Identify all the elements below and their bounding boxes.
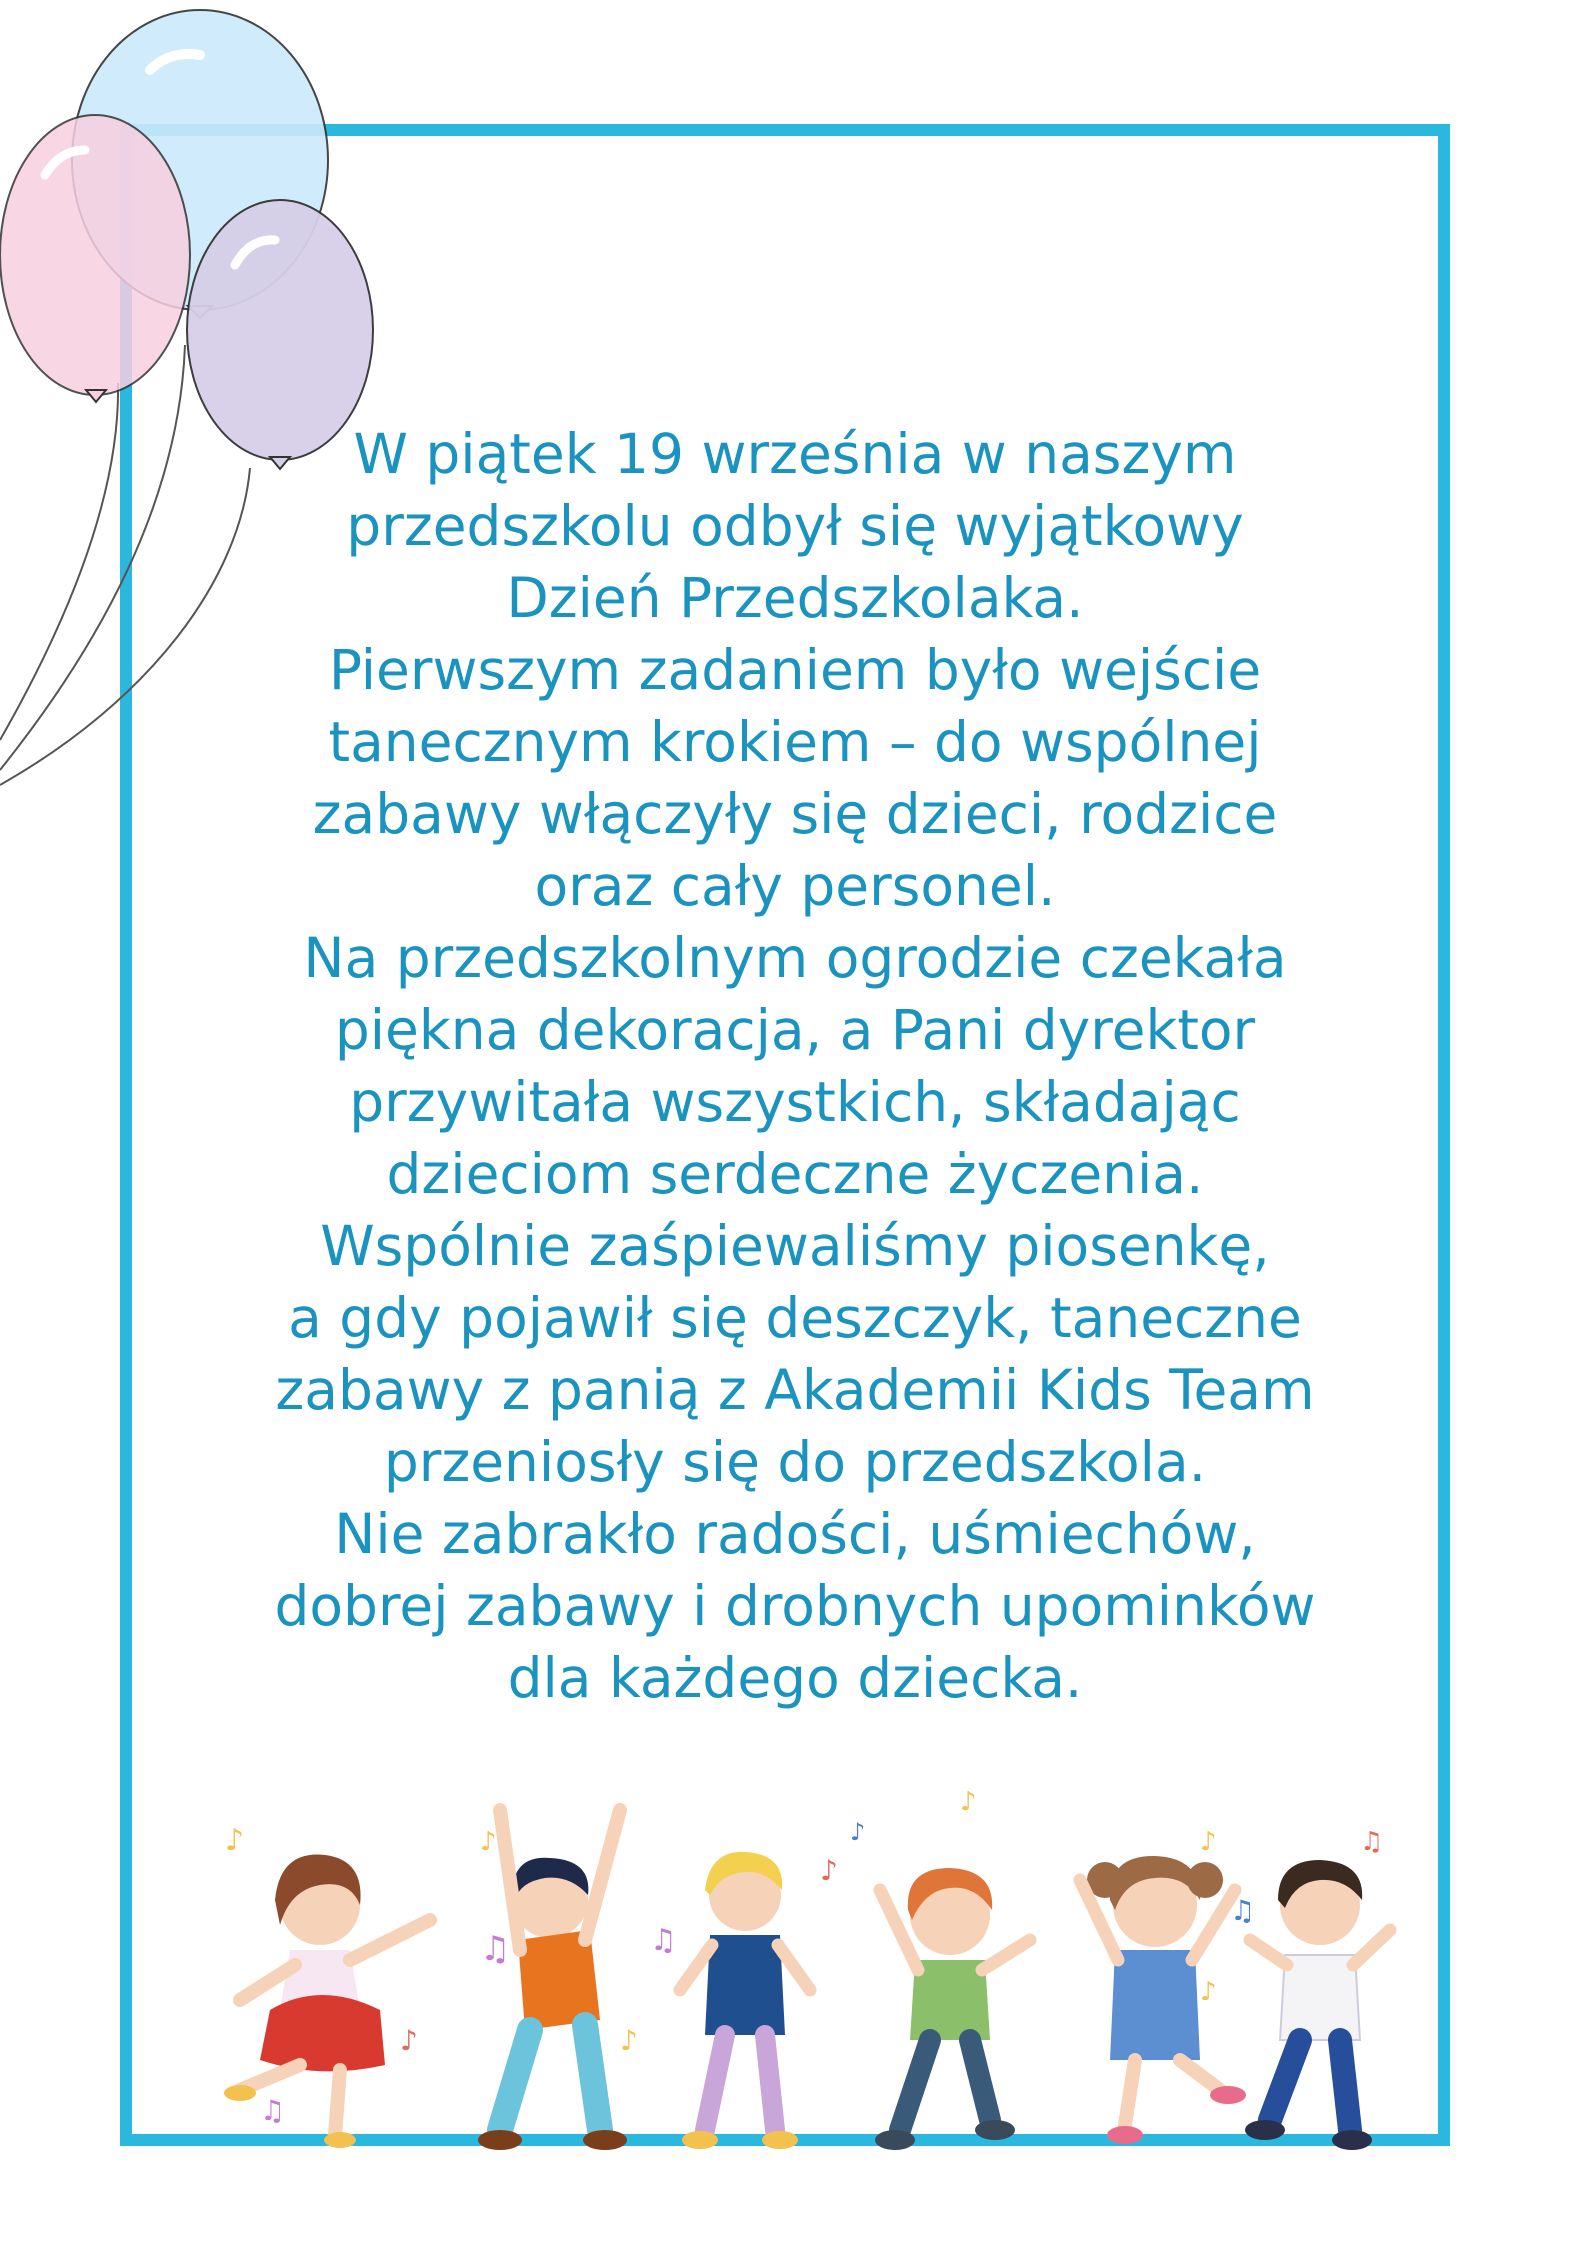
svg-text:♫: ♫ xyxy=(1360,1827,1384,1857)
svg-text:♪: ♪ xyxy=(480,1827,497,1857)
pink-balloon-icon xyxy=(0,115,190,402)
dancing-girl-blonde xyxy=(680,1852,810,2149)
article-text xyxy=(200,418,1390,1714)
svg-text:♪: ♪ xyxy=(620,2024,638,2057)
dancing-kids-illustration xyxy=(200,1790,1400,2170)
dancing-boy-orange-shirt xyxy=(478,1810,627,2150)
paragraph-4: Wspólnie zaśpiewaliśmy piosenkę, a gdy pojawił się deszczyk, taneczne zabawy z panią z Akademii Kids Team przeniosły się do przedszkola. xyxy=(275,1214,1315,1494)
svg-text:♪: ♪ xyxy=(400,2024,418,2057)
dancing-boy-white-shirt xyxy=(1245,1860,1390,2150)
svg-text:♫: ♫ xyxy=(480,1929,511,1969)
paragraph-5: Nie zabrakło radości, uśmiechów, dobrej zabawy i drobnych upominków dla każdego dziecka. xyxy=(274,1502,1316,1710)
paragraph-3: Na przedszkolnym ogrodzie czekała piękna dekoracja, a Pani dyrektor przywitała wszystkich, składając dzieciom serdeczne życzenia. xyxy=(303,926,1287,1206)
dancing-girl-red-skirt xyxy=(224,1855,430,2148)
dancing-boy-green-shirt xyxy=(875,1868,1030,2150)
paragraph-2: Pierwszym zadaniem było wejście tanecznym krokiem – do wspólnej zabawy włączyły się dzieci, rodzice oraz cały personel. xyxy=(312,638,1278,918)
svg-text:♫: ♫ xyxy=(260,2094,286,2127)
svg-text:♪: ♪ xyxy=(820,1854,838,1887)
svg-text:♫: ♫ xyxy=(650,1923,677,1958)
svg-text:♪: ♪ xyxy=(1200,1827,1217,1857)
svg-text:♪: ♪ xyxy=(225,1823,245,1858)
svg-text:♪: ♪ xyxy=(1200,1977,1217,2007)
paragraph-1: W piątek 19 września w naszym przedszkolu odbył się wyjątkowy Dzień Przedszkolaka. xyxy=(346,422,1244,630)
svg-text:♪: ♪ xyxy=(850,1818,866,1846)
svg-text:♫: ♫ xyxy=(1230,1894,1256,1927)
svg-text:♪: ♪ xyxy=(960,1790,977,1817)
dancing-girl-blue-overalls xyxy=(1080,1856,1246,2144)
